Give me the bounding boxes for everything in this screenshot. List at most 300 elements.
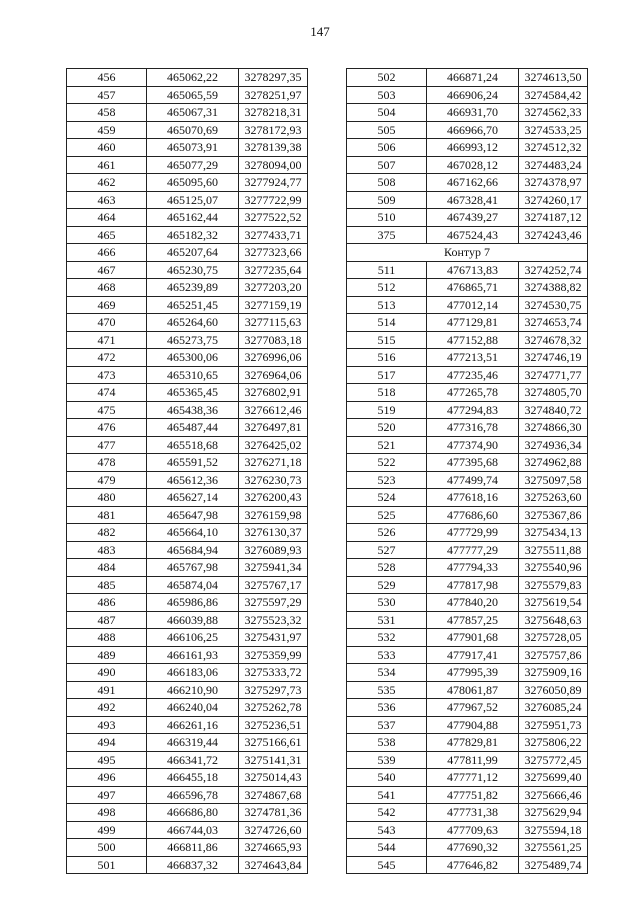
x-coordinate-cell: 465251,45	[147, 296, 239, 314]
y-coordinate-cell: 3275434,13	[519, 524, 588, 542]
y-coordinate-cell: 3274584,42	[519, 86, 588, 104]
table-row	[67, 209, 308, 227]
table-row	[347, 139, 588, 157]
table-row	[67, 839, 308, 857]
x-coordinate-cell: 466210,90	[147, 681, 239, 699]
x-coordinate-cell: 477817,98	[427, 576, 519, 594]
point-number-cell: 521	[347, 436, 427, 454]
x-coordinate-cell: 477690,32	[427, 839, 519, 857]
table-row	[347, 331, 588, 349]
point-number-cell: 493	[67, 716, 147, 734]
x-coordinate-cell: 466686,80	[147, 804, 239, 822]
x-coordinate-cell: 465438,36	[147, 401, 239, 419]
table-row	[347, 191, 588, 209]
table-row	[67, 734, 308, 752]
y-coordinate-cell: 3275333,72	[239, 664, 308, 682]
y-coordinate-cell: 3275772,45	[519, 751, 588, 769]
point-number-cell: 526	[347, 524, 427, 542]
table-row	[347, 261, 588, 279]
table-row	[67, 856, 308, 874]
x-coordinate-cell: 477794,33	[427, 559, 519, 577]
table-row	[67, 506, 308, 524]
point-number-cell: 467	[67, 261, 147, 279]
x-coordinate-cell: 465310,65	[147, 366, 239, 384]
y-coordinate-cell: 3276085,24	[519, 699, 588, 717]
table-row	[67, 786, 308, 804]
table-row	[347, 681, 588, 699]
table-row	[347, 489, 588, 507]
x-coordinate-cell: 465230,75	[147, 261, 239, 279]
point-number-cell: 486	[67, 594, 147, 612]
point-number-cell: 375	[347, 226, 427, 244]
contour-header-row	[347, 244, 588, 262]
x-coordinate-cell: 477829,81	[427, 734, 519, 752]
y-coordinate-cell: 3276089,93	[239, 541, 308, 559]
table-row	[347, 839, 588, 857]
point-number-cell: 540	[347, 769, 427, 787]
point-number-cell: 503	[347, 86, 427, 104]
point-number-cell: 490	[67, 664, 147, 682]
table-row	[67, 699, 308, 717]
x-coordinate-cell: 465273,75	[147, 331, 239, 349]
table-row	[67, 174, 308, 192]
point-number-cell: 474	[67, 384, 147, 402]
point-number-cell: 544	[347, 839, 427, 857]
x-coordinate-cell: 467028,12	[427, 156, 519, 174]
x-coordinate-cell: 465365,45	[147, 384, 239, 402]
table-row	[67, 156, 308, 174]
y-coordinate-cell: 3275297,73	[239, 681, 308, 699]
x-coordinate-cell: 465874,04	[147, 576, 239, 594]
table-row	[347, 611, 588, 629]
point-number-cell: 543	[347, 821, 427, 839]
x-coordinate-cell: 465077,29	[147, 156, 239, 174]
x-coordinate-cell: 466966,70	[427, 121, 519, 139]
point-number-cell: 468	[67, 279, 147, 297]
table-row	[67, 349, 308, 367]
x-coordinate-cell: 467328,41	[427, 191, 519, 209]
table-row	[347, 69, 588, 87]
x-coordinate-cell: 477857,25	[427, 611, 519, 629]
point-number-cell: 471	[67, 331, 147, 349]
point-number-cell: 459	[67, 121, 147, 139]
y-coordinate-cell: 3277522,52	[239, 209, 308, 227]
table-row	[67, 401, 308, 419]
y-coordinate-cell: 3275941,34	[239, 559, 308, 577]
x-coordinate-cell: 465986,86	[147, 594, 239, 612]
point-number-cell: 536	[347, 699, 427, 717]
table-row	[67, 244, 308, 262]
table-row	[67, 489, 308, 507]
y-coordinate-cell: 3277159,19	[239, 296, 308, 314]
x-coordinate-cell: 477967,52	[427, 699, 519, 717]
x-coordinate-cell: 476713,83	[427, 261, 519, 279]
point-number-cell: 489	[67, 646, 147, 664]
table-row	[347, 314, 588, 332]
table-row	[347, 576, 588, 594]
y-coordinate-cell: 3275236,51	[239, 716, 308, 734]
y-coordinate-cell: 3275561,25	[519, 839, 588, 857]
point-number-cell: 465	[67, 226, 147, 244]
y-coordinate-cell: 3275523,32	[239, 611, 308, 629]
y-coordinate-cell: 3275629,94	[519, 804, 588, 822]
x-coordinate-cell: 465065,59	[147, 86, 239, 104]
point-number-cell: 477	[67, 436, 147, 454]
point-number-cell: 491	[67, 681, 147, 699]
y-coordinate-cell: 3274260,17	[519, 191, 588, 209]
y-coordinate-cell: 3275619,54	[519, 594, 588, 612]
table-row	[347, 699, 588, 717]
point-number-cell: 528	[347, 559, 427, 577]
x-coordinate-cell: 466319,44	[147, 734, 239, 752]
coordinates-table-left	[66, 68, 308, 874]
y-coordinate-cell: 3275579,83	[519, 576, 588, 594]
point-number-cell: 462	[67, 174, 147, 192]
point-number-cell: 529	[347, 576, 427, 594]
x-coordinate-cell: 477995,39	[427, 664, 519, 682]
x-coordinate-cell: 477265,78	[427, 384, 519, 402]
y-coordinate-cell: 3277203,20	[239, 279, 308, 297]
y-coordinate-cell: 3278251,97	[239, 86, 308, 104]
x-coordinate-cell: 477751,82	[427, 786, 519, 804]
y-coordinate-cell: 3274936,34	[519, 436, 588, 454]
x-coordinate-cell: 466039,88	[147, 611, 239, 629]
x-coordinate-cell: 466811,86	[147, 839, 239, 857]
y-coordinate-cell: 3275666,46	[519, 786, 588, 804]
point-number-cell: 457	[67, 86, 147, 104]
x-coordinate-cell: 476865,71	[427, 279, 519, 297]
x-coordinate-cell: 478061,87	[427, 681, 519, 699]
point-number-cell: 480	[67, 489, 147, 507]
table-row	[347, 769, 588, 787]
x-coordinate-cell: 466993,12	[427, 139, 519, 157]
x-coordinate-cell: 467439,27	[427, 209, 519, 227]
table-row	[347, 786, 588, 804]
point-number-cell: 504	[347, 104, 427, 122]
table-row	[67, 279, 308, 297]
x-coordinate-cell: 477499,74	[427, 471, 519, 489]
table-row	[347, 734, 588, 752]
y-coordinate-cell: 3275431,97	[239, 629, 308, 647]
y-coordinate-cell: 3276612,46	[239, 401, 308, 419]
y-coordinate-cell: 3274678,32	[519, 331, 588, 349]
y-coordinate-cell: 3274243,46	[519, 226, 588, 244]
table-row	[67, 331, 308, 349]
x-coordinate-cell: 465591,52	[147, 454, 239, 472]
x-coordinate-cell: 465647,98	[147, 506, 239, 524]
table-row	[67, 261, 308, 279]
point-number-cell: 538	[347, 734, 427, 752]
x-coordinate-cell: 466341,72	[147, 751, 239, 769]
y-coordinate-cell: 3277924,77	[239, 174, 308, 192]
x-coordinate-cell: 466596,78	[147, 786, 239, 804]
y-coordinate-cell: 3277083,18	[239, 331, 308, 349]
point-number-cell: 485	[67, 576, 147, 594]
point-number-cell: 478	[67, 454, 147, 472]
table-row	[347, 821, 588, 839]
y-coordinate-cell: 3278172,93	[239, 121, 308, 139]
table-row	[347, 156, 588, 174]
x-coordinate-cell: 477771,12	[427, 769, 519, 787]
point-number-cell: 501	[67, 856, 147, 874]
table-row	[67, 121, 308, 139]
y-coordinate-cell: 3274378,97	[519, 174, 588, 192]
y-coordinate-cell: 3275767,17	[239, 576, 308, 594]
point-number-cell: 460	[67, 139, 147, 157]
point-number-cell: 507	[347, 156, 427, 174]
x-coordinate-cell: 465125,07	[147, 191, 239, 209]
y-coordinate-cell: 3274771,77	[519, 366, 588, 384]
y-coordinate-cell: 3278139,38	[239, 139, 308, 157]
y-coordinate-cell: 3275263,60	[519, 489, 588, 507]
point-number-cell: 530	[347, 594, 427, 612]
table-row	[67, 454, 308, 472]
table-row	[67, 821, 308, 839]
y-coordinate-cell: 3274252,74	[519, 261, 588, 279]
point-number-cell: 463	[67, 191, 147, 209]
point-number-cell: 496	[67, 769, 147, 787]
x-coordinate-cell: 465684,94	[147, 541, 239, 559]
y-coordinate-cell: 3276497,81	[239, 419, 308, 437]
x-coordinate-cell: 466240,04	[147, 699, 239, 717]
point-number-cell: 472	[67, 349, 147, 367]
point-number-cell: 509	[347, 191, 427, 209]
x-coordinate-cell: 477152,88	[427, 331, 519, 349]
y-coordinate-cell: 3274643,84	[239, 856, 308, 874]
x-coordinate-cell: 477129,81	[427, 314, 519, 332]
x-coordinate-cell: 477709,63	[427, 821, 519, 839]
table-row	[347, 366, 588, 384]
y-coordinate-cell: 3276425,02	[239, 436, 308, 454]
point-number-cell: 458	[67, 104, 147, 122]
x-coordinate-cell: 477618,16	[427, 489, 519, 507]
table-row	[67, 104, 308, 122]
point-number-cell: 479	[67, 471, 147, 489]
y-coordinate-cell: 3275699,40	[519, 769, 588, 787]
point-number-cell: 518	[347, 384, 427, 402]
y-coordinate-cell: 3274187,12	[519, 209, 588, 227]
point-number-cell: 523	[347, 471, 427, 489]
x-coordinate-cell: 465073,91	[147, 139, 239, 157]
y-coordinate-cell: 3274562,33	[519, 104, 588, 122]
table-row	[347, 506, 588, 524]
point-number-cell: 488	[67, 629, 147, 647]
point-number-cell: 483	[67, 541, 147, 559]
x-coordinate-cell: 466931,70	[427, 104, 519, 122]
point-number-cell: 520	[347, 419, 427, 437]
table-row	[67, 314, 308, 332]
table-row	[67, 751, 308, 769]
x-coordinate-cell: 466455,18	[147, 769, 239, 787]
y-coordinate-cell: 3275594,18	[519, 821, 588, 839]
table-row	[67, 559, 308, 577]
table-row	[67, 191, 308, 209]
point-number-cell: 531	[347, 611, 427, 629]
table-row	[347, 209, 588, 227]
table-row	[347, 226, 588, 244]
x-coordinate-cell: 477840,20	[427, 594, 519, 612]
y-coordinate-cell: 3277433,71	[239, 226, 308, 244]
y-coordinate-cell: 3275951,73	[519, 716, 588, 734]
point-number-cell: 499	[67, 821, 147, 839]
y-coordinate-cell: 3275367,86	[519, 506, 588, 524]
table-row	[347, 664, 588, 682]
y-coordinate-cell: 3274530,75	[519, 296, 588, 314]
y-coordinate-cell: 3274613,50	[519, 69, 588, 87]
page-number: 147	[310, 24, 330, 39]
y-coordinate-cell: 3275648,63	[519, 611, 588, 629]
y-coordinate-cell: 3278297,35	[239, 69, 308, 87]
y-coordinate-cell: 3274533,25	[519, 121, 588, 139]
x-coordinate-cell: 466161,93	[147, 646, 239, 664]
x-coordinate-cell: 465518,68	[147, 436, 239, 454]
x-coordinate-cell: 465664,10	[147, 524, 239, 542]
table-row	[347, 804, 588, 822]
table-row	[67, 611, 308, 629]
table-row	[67, 226, 308, 244]
y-coordinate-cell: 3276230,73	[239, 471, 308, 489]
table-row	[67, 384, 308, 402]
point-number-cell: 484	[67, 559, 147, 577]
point-number-cell: 473	[67, 366, 147, 384]
y-coordinate-cell: 3274805,70	[519, 384, 588, 402]
table-row	[67, 436, 308, 454]
table-row	[347, 349, 588, 367]
point-number-cell: 542	[347, 804, 427, 822]
x-coordinate-cell: 465070,69	[147, 121, 239, 139]
table-row	[347, 629, 588, 647]
y-coordinate-cell: 3275014,43	[239, 769, 308, 787]
point-number-cell: 522	[347, 454, 427, 472]
table-row	[67, 769, 308, 787]
y-coordinate-cell: 3275806,22	[519, 734, 588, 752]
y-coordinate-cell: 3275597,29	[239, 594, 308, 612]
table-row	[67, 664, 308, 682]
point-number-cell: 517	[347, 366, 427, 384]
table-row	[347, 296, 588, 314]
y-coordinate-cell: 3276964,06	[239, 366, 308, 384]
table-row	[347, 471, 588, 489]
y-coordinate-cell: 3277235,64	[239, 261, 308, 279]
point-number-cell: 505	[347, 121, 427, 139]
y-coordinate-cell: 3275262,78	[239, 699, 308, 717]
y-coordinate-cell: 3276802,91	[239, 384, 308, 402]
table-row	[67, 366, 308, 384]
table-row	[347, 524, 588, 542]
x-coordinate-cell: 477811,99	[427, 751, 519, 769]
point-number-cell: 535	[347, 681, 427, 699]
x-coordinate-cell: 477395,68	[427, 454, 519, 472]
point-number-cell: 515	[347, 331, 427, 349]
point-number-cell: 497	[67, 786, 147, 804]
y-coordinate-cell: 3275728,05	[519, 629, 588, 647]
table-row	[347, 646, 588, 664]
point-number-cell: 482	[67, 524, 147, 542]
table-row	[347, 104, 588, 122]
x-coordinate-cell: 465612,36	[147, 471, 239, 489]
x-coordinate-cell: 477646,82	[427, 856, 519, 874]
point-number-cell: 519	[347, 401, 427, 419]
y-coordinate-cell: 3275141,31	[239, 751, 308, 769]
y-coordinate-cell: 3275359,99	[239, 646, 308, 664]
table-row	[67, 419, 308, 437]
point-number-cell: 532	[347, 629, 427, 647]
y-coordinate-cell: 3274483,24	[519, 156, 588, 174]
point-number-cell: 495	[67, 751, 147, 769]
x-coordinate-cell: 477374,90	[427, 436, 519, 454]
table-row	[67, 629, 308, 647]
point-number-cell: 539	[347, 751, 427, 769]
point-number-cell: 534	[347, 664, 427, 682]
y-coordinate-cell: 3274653,74	[519, 314, 588, 332]
x-coordinate-cell: 466871,24	[427, 69, 519, 87]
x-coordinate-cell: 466106,25	[147, 629, 239, 647]
point-number-cell: 545	[347, 856, 427, 874]
y-coordinate-cell: 3277722,99	[239, 191, 308, 209]
point-number-cell: 487	[67, 611, 147, 629]
x-coordinate-cell: 465627,14	[147, 489, 239, 507]
x-coordinate-cell: 465300,06	[147, 349, 239, 367]
x-coordinate-cell: 465162,44	[147, 209, 239, 227]
x-coordinate-cell: 477917,41	[427, 646, 519, 664]
table-row	[347, 751, 588, 769]
table-row	[347, 279, 588, 297]
y-coordinate-cell: 3275757,86	[519, 646, 588, 664]
x-coordinate-cell: 466744,03	[147, 821, 239, 839]
point-number-cell: 511	[347, 261, 427, 279]
table-row	[347, 419, 588, 437]
point-number-cell: 461	[67, 156, 147, 174]
y-coordinate-cell: 3275540,96	[519, 559, 588, 577]
y-coordinate-cell: 3275166,61	[239, 734, 308, 752]
point-number-cell: 537	[347, 716, 427, 734]
point-number-cell: 464	[67, 209, 147, 227]
y-coordinate-cell: 3274840,72	[519, 401, 588, 419]
table-row	[67, 576, 308, 594]
x-coordinate-cell: 467524,43	[427, 226, 519, 244]
y-coordinate-cell: 3276050,89	[519, 681, 588, 699]
x-coordinate-cell: 477235,46	[427, 366, 519, 384]
point-number-cell: 456	[67, 69, 147, 87]
y-coordinate-cell: 3274726,60	[239, 821, 308, 839]
point-number-cell: 466	[67, 244, 147, 262]
y-coordinate-cell: 3274866,30	[519, 419, 588, 437]
point-number-cell: 498	[67, 804, 147, 822]
table-row	[347, 86, 588, 104]
x-coordinate-cell: 465207,64	[147, 244, 239, 262]
x-coordinate-cell: 465487,44	[147, 419, 239, 437]
y-coordinate-cell: 3274781,36	[239, 804, 308, 822]
x-coordinate-cell: 467162,66	[427, 174, 519, 192]
contour-header: Контур 7	[347, 244, 588, 262]
point-number-cell: 525	[347, 506, 427, 524]
table-row	[67, 646, 308, 664]
x-coordinate-cell: 477904,88	[427, 716, 519, 734]
table-row	[347, 401, 588, 419]
table-row	[347, 384, 588, 402]
point-number-cell: 494	[67, 734, 147, 752]
x-coordinate-cell: 477777,29	[427, 541, 519, 559]
table-row	[347, 121, 588, 139]
y-coordinate-cell: 3278094,00	[239, 156, 308, 174]
x-coordinate-cell: 477213,51	[427, 349, 519, 367]
y-coordinate-cell: 3274867,68	[239, 786, 308, 804]
x-coordinate-cell: 466837,32	[147, 856, 239, 874]
table-row	[67, 69, 308, 87]
table-row	[67, 594, 308, 612]
table-row	[347, 541, 588, 559]
table-row	[67, 804, 308, 822]
